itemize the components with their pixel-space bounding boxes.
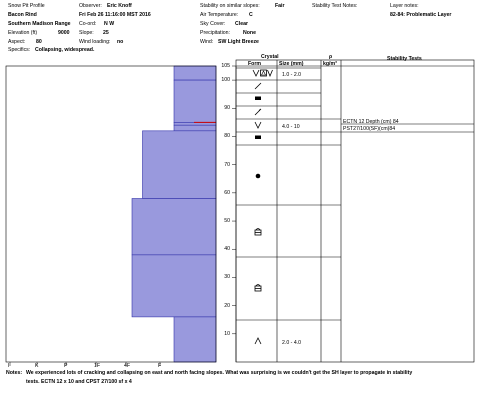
crystal-form-precipitation-icon: [252, 68, 274, 78]
hardness-layer: [174, 66, 216, 80]
aspect-value: 80: [36, 39, 42, 45]
rounding-faceted-icon: [254, 227, 262, 236]
hardness-tick-label: P: [64, 363, 68, 369]
size-value-3: 2.0 - 4.0: [282, 340, 302, 346]
hardness-layer: [174, 317, 216, 362]
size-value-1: 1.0 - 2.0: [282, 72, 302, 78]
wind-loading-label: Wind loading:: [79, 39, 111, 45]
size-value-2: 4.0 - 10: [282, 124, 300, 130]
date-value: Fri Feb 26 11:16:00 MST 2016: [79, 12, 151, 18]
coord-label: Co-ord:: [79, 21, 97, 27]
layer-table-frame: [236, 60, 474, 362]
height-tick-label: 70: [224, 161, 230, 168]
hardness-tick-label: I: [8, 363, 10, 369]
wind-value: SW Light Breeze: [218, 39, 259, 45]
range: Southern Madison Range: [8, 21, 71, 27]
height-tick-label: 60: [224, 189, 230, 196]
observer-label: Observer:: [79, 3, 102, 9]
height-tick-label: 100: [221, 77, 230, 84]
height-tick-label: 40: [224, 246, 230, 253]
hardness-layer: [132, 255, 216, 317]
stability-similar-value: Fair: [275, 3, 285, 9]
notes-line-1: We experienced lots of cracking and collapsing on east and north facing slopes. What was surprising is we couldn't get the SH layer to propagate in stability: [26, 370, 413, 376]
rounded-grains-icon: [254, 172, 262, 180]
wind-label: Wind:: [200, 39, 214, 45]
layer-notes-value: 82-84: Problematic Layer: [390, 12, 452, 18]
faceted-rounded-icon: [254, 95, 262, 102]
air-temp-label: Air Temperature:: [200, 12, 239, 18]
decomposing-fragments-icon: [254, 108, 262, 116]
elevation-label: Elevation (ft): [8, 30, 38, 36]
observer-value: Eric Knoff: [107, 3, 132, 9]
stability-notes-label: Stability Test Notes:: [312, 3, 358, 9]
slope-value: 25: [103, 30, 109, 36]
hardness-layer: [174, 80, 216, 122]
hardness-layer: [132, 198, 216, 254]
height-tick-label: 50: [224, 218, 230, 225]
rounding-faceted-icon: [254, 283, 262, 292]
depth-hoar-icon: [254, 337, 262, 345]
height-ticks: [232, 66, 236, 334]
layer-notes-label: Layer notes:: [390, 3, 419, 9]
elevation-value: 9000: [58, 30, 70, 36]
wind-loading-value: no: [117, 39, 124, 45]
stability-similar-label: Stability on similar slopes:: [200, 3, 260, 9]
height-tick-label: 20: [224, 302, 230, 309]
decomposing-fragments-icon: [254, 82, 262, 90]
height-tick-label: 80: [224, 133, 230, 140]
height-tick-label: 30: [224, 274, 230, 281]
specifics-value: Collapsing, widespread.: [35, 47, 95, 53]
height-tick-label: 10: [224, 330, 230, 337]
coord-value: N W: [104, 21, 115, 27]
notes-line-2: tests. ECTN 12 x 10 and CPST 27/100 sf x 4: [26, 379, 132, 385]
surface-hoar-icon: [254, 121, 262, 130]
slope-label: Slope:: [79, 30, 94, 36]
form-header: Form: [248, 61, 261, 67]
crystal-header: Crystal: [261, 54, 279, 60]
hardness-tick-label: 4F: [124, 363, 131, 369]
height-tick-label: 90: [224, 105, 230, 112]
precip-value: None: [243, 30, 256, 36]
stability-test-2: PST27/100(SF)(cm)84: [343, 126, 396, 132]
stability-test-1: ECTN 12 Depth (cm) 84: [343, 119, 399, 125]
rho-header: ρ: [329, 54, 333, 60]
hardness-layer: [174, 125, 216, 131]
page-title: Snow Pit Profile: [8, 3, 45, 9]
hardness-tick-label: F: [158, 363, 162, 369]
stability-tests-header: Stability Tests: [387, 56, 422, 62]
sky-cover-label: Sky Cover:: [200, 21, 226, 27]
rho-unit: kg/m³: [323, 61, 337, 67]
notes-label: Notes:: [6, 370, 23, 376]
location: Bacon Rind: [8, 12, 37, 18]
hardness-ticks: [10, 362, 160, 366]
hardness-tick-label: K: [35, 363, 39, 369]
hardness-layers: [132, 66, 216, 362]
hardness-tick-label: 1F: [94, 363, 101, 369]
size-header: Size (mm): [279, 61, 304, 67]
air-temp-value: C: [249, 12, 253, 18]
precip-label: Precipitation:: [200, 30, 230, 36]
faceted-rounded-icon: [254, 134, 262, 141]
hardness-layer: [143, 131, 217, 199]
sky-cover-value: Clear: [235, 21, 248, 27]
specifics-label: Specifics:: [8, 47, 31, 53]
chart-grid: [6, 60, 474, 362]
height-tick-label: 105: [221, 63, 230, 69]
aspect-label: Aspect:: [8, 39, 26, 45]
